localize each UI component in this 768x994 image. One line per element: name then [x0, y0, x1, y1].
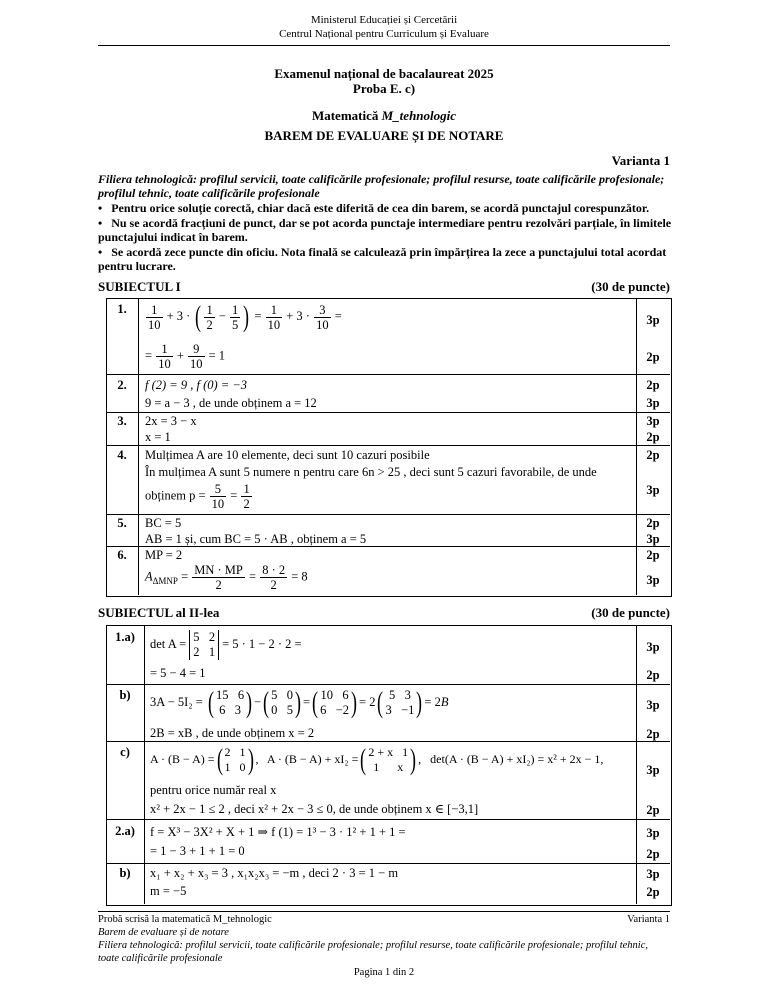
filiera-text-2: profilul tehnic, toate calificările profesionale: [98, 186, 320, 200]
item1a-line1: det A = 5 2 2 1= 5 · 1 − 2 · 2 =: [150, 630, 302, 659]
item6-line1: MP = 2: [145, 548, 183, 562]
points: 2p: [646, 378, 660, 392]
row-divider: [106, 412, 670, 413]
item1-line1: $\frac{1}{10}$ + 3 · ( $\frac{1}{2}$ − $\frac{1}{5}$ ) = $\frac{1}{10}$ + 3 · $\frac{3}{10}$ =: [148, 300, 342, 333]
subject1-title: SUBIECTUL I: [98, 279, 181, 294]
subject-title: Matematică M_tehnologic: [311, 108, 457, 123]
points: 2p: [646, 727, 660, 741]
filiera-text: Filiera tehnologică: profilul servicii, toate calificările profesionale; profilul resurse, toate calificările profesionale;: [98, 172, 665, 186]
footer-line2: Barem de evaluare și de notare: [98, 927, 229, 938]
points: 3p: [646, 826, 660, 840]
points: 3p: [646, 763, 660, 777]
points: 2p: [646, 847, 660, 861]
rule-2: • Nu se acordă fracțiuni de punct, dar se pot acorda punctaje intermediare pentru rezolvări parțiale, în limitele: [98, 216, 672, 230]
points: 2p: [646, 885, 660, 899]
exam-title: Examenul național de bacalaureat 2025: [274, 66, 494, 81]
item4-line1: Mulțimea A are 10 elemente, deci sunt 10 cazuri posibile: [145, 448, 430, 462]
variant-label: Varianta 1: [611, 153, 670, 168]
ministry-name: Ministerul Educației și Cercetării: [310, 14, 458, 26]
row-divider: [106, 863, 670, 864]
item1b-line2: 2B = xB , de unde obținem x = 2: [150, 726, 315, 740]
header-divider: [98, 45, 670, 46]
item-number: 6.: [117, 548, 127, 562]
item1b-line1: 3A − 5I₂ = ( 15 6 6 3 ) −( 5 0 0 5) =( 10 6 6 −2) = 2( 5 3 3 −1) = 2B: [150, 686, 449, 719]
item-number: 1.: [117, 302, 127, 316]
footer-divider: [98, 911, 670, 912]
row-divider: [106, 741, 670, 742]
points: 3p: [646, 313, 660, 327]
item1-line2: = $\frac{1}{10}$ + $\frac{9}{10}$ = 1: [145, 342, 226, 371]
points: 3p: [646, 698, 660, 712]
item-number: 4.: [117, 448, 127, 462]
points: 2p: [646, 803, 660, 817]
proba-title: Proba E. c): [352, 81, 416, 96]
item3-line2: x = 1: [145, 430, 171, 444]
points: 2p: [646, 350, 660, 364]
row-divider: [106, 819, 670, 820]
item4-line2: În mulțimea A sunt 5 numere n pentru care 6n > 25 , deci sunt 5 cazuri favorabile, de unde: [145, 465, 597, 479]
row-divider: [106, 514, 670, 515]
item2-line2: 9 = a − 3 , de unde obținem a = 12: [145, 396, 317, 410]
points: 3p: [646, 573, 660, 587]
points: 2p: [646, 548, 660, 562]
points: 2p: [646, 430, 660, 444]
row-divider: [106, 445, 670, 446]
barem-title: BAREM DE EVALUARE ȘI DE NOTARE: [264, 128, 504, 143]
points: 2p: [646, 448, 660, 462]
page-number: Pagina 1 din 2: [353, 967, 415, 978]
item4-line3: obținem p = $\frac{5}{10}$ = $\frac{1}{2}$: [145, 482, 250, 511]
points: 3p: [646, 867, 660, 881]
item1c-line2: pentru orice număr real x: [150, 783, 277, 797]
rule-1: • Pentru orice soluție corectă, chiar dacă este diferită de cea din barem, se acordă punctajul corespunzător.: [98, 201, 650, 215]
subject1-points: (30 de puncte): [591, 279, 670, 294]
subject2-points: (30 de puncte): [591, 605, 670, 620]
item2a-line1: f = X³ − 3X² + X + 1 ⇒ f (1) = 1³ − 3 · 1² + 1 + 1 =: [150, 825, 406, 839]
rule-3-cont: pentru lucrare.: [98, 259, 176, 273]
item5-line1: BC = 5: [145, 516, 182, 530]
item2-line1: f (2) = 9 , f (0) = −3: [145, 378, 248, 392]
item-number: b): [119, 866, 131, 880]
item-number: 5.: [117, 516, 127, 530]
points: 3p: [646, 414, 660, 428]
item-number: c): [120, 745, 130, 759]
points: 3p: [646, 532, 660, 546]
item1c-line1: A · (B − A) =( 2 1 1 0) , A · (B − A) + xI₂ =( 2 + x 1 1 x ) , det(A · (B − A) + xI₂) = x² + 2x − 1,: [150, 743, 604, 776]
item6-line2: $A_{\Delta MNP}$ = $\frac{MN \cdot MP}{2}$ = $\frac{8 \cdot 2}{2}$ = 8: [145, 563, 308, 592]
footer-variant: Varianta 1: [627, 914, 670, 925]
points: 3p: [646, 396, 660, 410]
row-divider: [106, 374, 670, 375]
points: 2p: [646, 668, 660, 682]
item-number: 1.a): [115, 630, 135, 644]
subject1-col-divider: [138, 298, 139, 595]
item1c-line3: x² + 2x − 1 ≤ 2 , deci x² + 2x − 3 ≤ 0, de unde obținem x ∈ [−3,1]: [150, 802, 479, 816]
footer-line1: Probă scrisă la matematică M_tehnologic: [98, 914, 272, 925]
item2b-line1: x₁ + x₂ + x₃ = 3 , x₁x₂x₃ = −m , deci 2 · 3 = 1 − m: [150, 866, 399, 880]
item3-line1: 2x = 3 − x: [145, 414, 197, 428]
item1a-line2: = 5 − 4 = 1: [150, 666, 206, 680]
item2b-line2: m = −5: [150, 884, 187, 898]
points: 3p: [646, 640, 660, 654]
item-number: 2.a): [115, 824, 135, 838]
points: 3p: [646, 483, 660, 497]
item5-line2: AB = 1 și, cum BC = 5 · AB , obținem a = 5: [145, 532, 367, 546]
footer-line3: Filiera tehnologică: profilul servicii, toate calificările profesionale; profilul resurse, toate calificările profesionale; profilul tehnic,: [98, 940, 648, 951]
item-number: b): [119, 688, 131, 702]
subject2-title: SUBIECTUL al II-lea: [98, 605, 220, 620]
item-number: 3.: [117, 414, 127, 428]
footer-line4: toate calificările profesionale: [98, 953, 223, 964]
item-number: 2.: [117, 378, 127, 392]
rule-3: • Se acordă zece puncte din oficiu. Nota finală se calculează prin împărțirea la zece a punctajului total acordat: [98, 245, 667, 259]
points: 2p: [646, 516, 660, 530]
rule-2-cont: punctajului indicat în barem.: [98, 230, 248, 244]
center-name: Centrul Național pentru Curriculum și Evaluare: [279, 28, 489, 40]
item2a-line2: = 1 − 3 + 1 + 1 = 0: [150, 844, 245, 858]
row-divider: [106, 684, 670, 685]
